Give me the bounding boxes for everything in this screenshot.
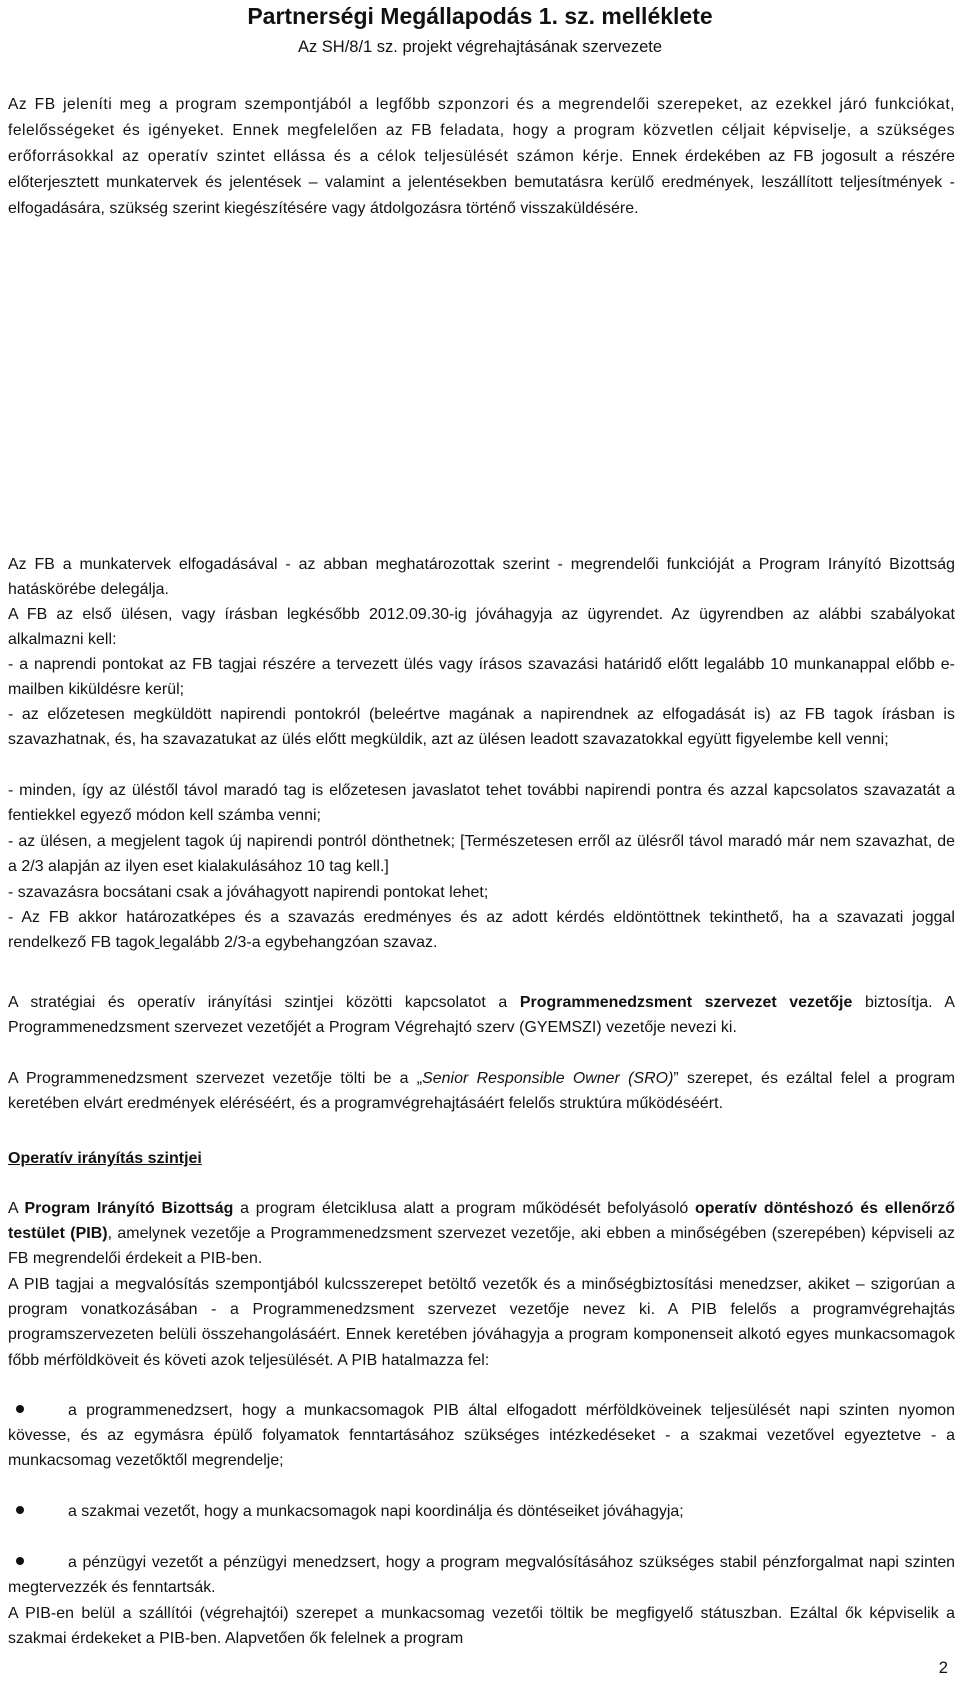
intro-sentence-1: Az FB jeleníti meg a program szempontjából a legfőbb szponzori és a megrendelői szerepeket, az ezekkel járó funkciókat, felelősségeket és igényeket. <box>8 96 955 139</box>
bullet-icon <box>16 1506 24 1514</box>
sro-italic: Senior Responsible Owner (SRO) <box>422 1070 674 1087</box>
rule-item-6-end: legalább 2/3-a egybehangzóan szavaz. <box>159 934 438 952</box>
rule-item-3: - minden, így az üléstől távol maradó tag is előzetesen javaslatot tehet további napirendi pontra és azzal kapcsolatos szavazatát a fentiekkel egyező módon kell számba venni; <box>8 782 955 825</box>
bullet-text-2: a szakmai vezetőt, hogy a munkacsomagok napi koordinálja és döntéseiket jóváhagyja; <box>68 1503 684 1520</box>
intro-paragraph <box>8 92 955 222</box>
pib-text-2: a program életciklusa alatt a program működését befolyásoló <box>233 1200 695 1217</box>
pm-leader-text-1: A stratégiai és operatív irányítási szintjei közötti kapcsolatot a <box>8 994 520 1011</box>
bullet-icon <box>16 1405 24 1413</box>
sro-text-2: ” szerepet, és ezáltal felel a program keretében elvárt eredmények eléréséért, és a programvégrehajtásáért felelős struktúra működéséért. <box>8 1070 956 1113</box>
pm-leader-paragraph <box>8 990 955 1040</box>
delegation-paragraph: Az FB a munkatervek elfogadásával - az abban meghatározottak szerint - megrendelői funkcióját a Program Irányító Bizottság hatáskörébe delegálja. <box>8 556 955 599</box>
document-subtitle: Az SH/8/1 sz. projekt végrehajtásának szervezete <box>297 38 663 56</box>
supplier-role-paragraph: A PIB-en belül a szállítói (végrehajtói) szerepet a munkacsomag vezetői töltik be megfigyelő státuszban. Ezáltal ők képviselik a szakmai érdekeket a PIB-ben. Alapvetően ők felelnek a program <box>8 1605 955 1648</box>
bullet-item-3 <box>8 1550 955 1600</box>
pib-bold-1: Program Irányító Bizottság <box>24 1200 234 1217</box>
pib-members-paragraph: A PIB tagjai a megvalósítás szempontjából kulcsszerepet betöltő vezetők és a minőségbiztosítási menedzser, akiket – szigorúan a program vonatkozásában - a Programmenedzsment szervezet vezetője nevez ki. A PIB felelős a programvégrehajtás programszervezeten belüli összehangolásáért. Ennek keretében jóváhagyja a program komponenseit alkotó egyes munkacsomagok főbb mérföldköveit és követi azok teljesülését. A PIB hatalmazza fel: <box>8 1276 955 1369</box>
document-title: Partnerségi Megállapodás 1. sz. melléklete <box>247 3 713 29</box>
pib-definition-paragraph <box>8 1196 955 1272</box>
intro-sentence-2: Ennek megfelelően az FB feladata, hogy a program közvetlen céljait képviselje, a szükséges erőforrásokkal az operatív szintet ellássa és a célok teljesülését számon kérje. <box>8 122 955 165</box>
sro-text-1: A Programmenedzsment szervezet vezetője tölti be a „ <box>8 1070 423 1087</box>
page-number: 2 <box>938 1658 948 1677</box>
rule-item-5: - szavazásra bocsátani csak a jóváhagyott napirendi pontokat lehet; <box>8 884 489 901</box>
pm-leader-bold: Programmenedzsment szervezet vezetője <box>519 994 853 1011</box>
bullet-item-1 <box>8 1398 955 1474</box>
rule-item-6 <box>8 905 955 955</box>
intro-sentence-3: Ennek érdekében az FB jogosult a részére előterjesztett munkatervek és jelentések – valamint a jelentésekben bemutatásra kerülő eredmények, leszállított teljesítmények - elfogadására, szükség szerint kiegészítésére vagy átdolgozásra történő visszaküldésére. <box>8 148 956 217</box>
pm-leader-text-2: biztosítja. A Programmenedzsment szervezet vezetőjét a Program Végrehajtó szerv (GYEMSZI) vezetője nevezi ki. <box>8 994 955 1037</box>
bullet-item-2 <box>8 1499 955 1524</box>
operative-heading: Operatív irányítás szintjei <box>8 1150 202 1167</box>
pib-text-3: , amelynek vezetője a Programmenedzsment szervezet vezetője, aki ebben a minőségében (szerepében) képviseli az FB megrendelői érdekeit a PIB-ben. <box>8 1225 955 1268</box>
pib-text-1: A <box>8 1200 25 1217</box>
bullet-text-3: a pénzügyi vezetőt a pénzügyi menedzsert, hogy a program megvalósításához szükséges stabil pénzforgalmat napi szinten megtervezzék és fenntartsák. <box>8 1554 955 1597</box>
bullet-text-1: a programmenedzsert, hogy a munkacsomagok PIB által elfogadott mérföldköveinek teljesülését napi szinten nyomon kövesse, és az egymásra épülő folyamatok fenntartásához szükséges intézkedéseket - a szakmai vezetővel egyeztetve - a munkacsomag vezetőktől megrendelje; <box>8 1402 955 1470</box>
pib-bold-2: operatív döntéshozó és ellenőrző testület (PIB) <box>8 1200 955 1243</box>
rule-item-4: - az ülésen, a megjelent tagok új napirendi pontról dönthetnek; [Természetesen erről az ülésről távol maradó már nem szavazhat, de a 2/3 alapján az ilyen eset kialakulásához 10 tag kell.] <box>8 833 955 876</box>
rule-item-1: - a naprendi pontokat az FB tagjai részére a tervezett ülés vagy írásos szavazási határidő előtt legalább 10 munkanappal előbb e-mailben kiküldésre kerül; <box>8 656 955 699</box>
sro-paragraph <box>8 1066 955 1116</box>
rule-item-2: - az előzetesen megküldött napirendi pontokról (beleértve magának a napirendnek az elfogadását is) az FB tagok írásban is szavazhatnak, és, ha szavazatukat az ülés előtt megküldik, azt az ülésen leadott szavazatokkal együtt figyelembe kell venni; <box>8 706 955 749</box>
rule-item-6-start: - Az FB akkor határozatképes és a szavazás eredményes és az adott kérdés eldöntöttnek tekinthető, ha a szavazati joggal rendelkező FB tagok <box>8 909 955 952</box>
bullet-icon <box>16 1557 24 1565</box>
rules-intro-paragraph: A FB az első ülésen, vagy írásban legkésőbb 2012.09.30-ig jóváhagyja az ügyrendet. Az ügyrendben az alábbi szabályokat alkalmazni kell: <box>8 606 955 649</box>
